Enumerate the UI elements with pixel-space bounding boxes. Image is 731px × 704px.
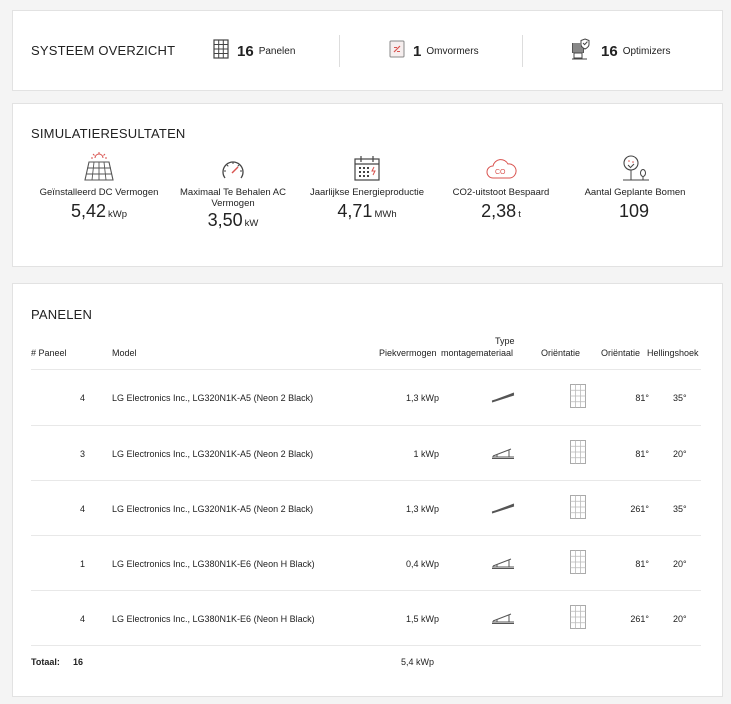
value: 3,50 xyxy=(207,210,243,230)
panels-title: PANELEN xyxy=(31,307,93,322)
tilted-mount-icon xyxy=(491,611,515,629)
solar-panel-sun-icon xyxy=(29,150,169,182)
divider xyxy=(522,35,523,67)
inverters-count: 1 xyxy=(413,42,422,60)
cell-peak: 1,3 kWp xyxy=(405,504,439,514)
sim-value xyxy=(565,200,705,226)
panel-orientation-icon xyxy=(570,550,586,579)
inverters-label: Omvormers xyxy=(426,45,479,57)
divider xyxy=(31,645,701,646)
tilted-mount-icon xyxy=(491,556,515,574)
inverter-icon xyxy=(389,40,405,63)
cell-tilt: 20° xyxy=(673,449,687,459)
cell-orientation: 261° xyxy=(630,614,649,624)
co2-cloud-icon xyxy=(431,150,571,182)
table-row xyxy=(13,426,713,481)
svg-text:CO: CO xyxy=(495,169,506,176)
sim-label: Maximaal Te Behalen AC Vermogen xyxy=(180,187,286,209)
total-label: Totaal: xyxy=(31,657,60,667)
sim-label: CO2-uitstoot Bespaard xyxy=(452,187,550,198)
panels-count: 16 xyxy=(237,42,254,60)
cell-peak: 1,3 kWp xyxy=(405,393,439,403)
cell-orientation: 81° xyxy=(635,449,649,459)
cell-count: 4 xyxy=(80,393,86,403)
col-header-type-top: Type xyxy=(495,336,515,346)
cell-count: 4 xyxy=(80,504,86,514)
col-header-peak: Piekvermogen xyxy=(379,348,437,358)
sim-label: Jaarlijkse Energieproductie xyxy=(309,187,425,198)
panel-orientation-icon xyxy=(570,440,586,469)
cell-count: 3 xyxy=(80,449,86,459)
value: 4,71 xyxy=(337,201,373,221)
gauge-icon xyxy=(163,150,303,182)
flat-mount-icon xyxy=(491,501,515,519)
total-count: 16 xyxy=(73,657,84,667)
overview-title: SYSTEEM OVERZICHT xyxy=(31,43,176,58)
unit: t xyxy=(518,209,521,220)
panel-orientation-icon xyxy=(570,384,586,413)
sim-value xyxy=(163,209,303,235)
cell-model: LG Electronics Inc., LG380N1K-E6 (Neon H Black) xyxy=(112,614,315,624)
optimizer-icon xyxy=(571,37,593,66)
cell-tilt: 35° xyxy=(673,393,687,403)
sim-value xyxy=(297,200,437,226)
cell-model: LG Electronics Inc., LG320N1K-A5 (Neon 2 Black) xyxy=(112,504,314,514)
flat-mount-icon xyxy=(491,390,515,408)
overview-optimizers xyxy=(571,39,670,63)
col-header-count: # Paneel xyxy=(31,348,67,358)
panels-label: Panelen xyxy=(258,45,296,57)
cell-tilt: 20° xyxy=(673,559,687,569)
sim-dc-power xyxy=(29,150,169,226)
panels-card xyxy=(12,283,723,697)
table-row xyxy=(13,591,713,646)
sim-co2-saved xyxy=(431,150,571,226)
cell-model: LG Electronics Inc., LG320N1K-A5 (Neon 2 Black) xyxy=(112,449,314,459)
cell-count: 1 xyxy=(80,559,86,569)
cell-tilt: 35° xyxy=(673,504,687,514)
sim-trees-planted xyxy=(565,150,705,226)
value: 109 xyxy=(618,201,650,221)
col-header-type: montagemateriaal xyxy=(441,348,514,358)
sim-label: Geïnstalleerd DC Vermogen xyxy=(39,187,159,198)
unit: MWh xyxy=(374,209,397,220)
sim-annual-energy xyxy=(297,150,437,226)
cell-count: 4 xyxy=(80,614,86,624)
panel-orientation-icon xyxy=(570,605,586,634)
table-row xyxy=(13,536,713,591)
value: 2,38 xyxy=(481,201,517,221)
sim-label: Aantal Geplante Bomen xyxy=(584,187,686,198)
total-peak: 5,4 kWp xyxy=(401,657,435,667)
col-header-orientation-icon: Oriëntatie xyxy=(541,348,581,358)
table-row xyxy=(13,481,713,536)
trees-icon xyxy=(565,150,705,182)
cell-model: LG Electronics Inc., LG380N1K-E6 (Neon H Black) xyxy=(112,559,315,569)
cell-peak: 1 kWp xyxy=(413,449,439,459)
unit: kWp xyxy=(108,209,128,220)
overview-inverters xyxy=(389,39,479,63)
tilted-mount-icon xyxy=(491,446,515,464)
cell-orientation: 81° xyxy=(635,393,649,403)
simulation-results-card xyxy=(12,103,723,267)
cell-orientation: 81° xyxy=(635,559,649,569)
simulation-title: SIMULATIERESULTATEN xyxy=(31,126,186,141)
value: 5,42 xyxy=(70,201,107,221)
cell-tilt: 20° xyxy=(673,614,687,624)
sim-value xyxy=(29,200,169,226)
cell-peak: 0,4 kWp xyxy=(405,559,439,569)
optimizers-count: 16 xyxy=(601,42,618,60)
divider xyxy=(339,35,340,67)
col-header-model: Model xyxy=(112,348,137,358)
solar-panel-icon xyxy=(213,39,229,64)
calendar-energy-icon xyxy=(297,150,437,182)
table-row xyxy=(13,370,713,425)
system-overview-card xyxy=(12,10,723,91)
cell-orientation: 261° xyxy=(630,504,649,514)
optimizers-label: Optimizers xyxy=(622,45,671,57)
cell-peak: 1,5 kWp xyxy=(405,614,439,624)
panel-orientation-icon xyxy=(570,495,586,524)
cell-model: LG Electronics Inc., LG320N1K-A5 (Neon 2 Black) xyxy=(112,393,314,403)
col-header-tilt: Hellingshoek xyxy=(647,348,699,358)
overview-panels xyxy=(213,39,295,63)
col-header-orientation: Oriëntatie xyxy=(601,348,641,358)
unit: kW xyxy=(244,218,259,229)
sim-ac-power xyxy=(163,150,303,235)
sim-value xyxy=(431,200,571,226)
